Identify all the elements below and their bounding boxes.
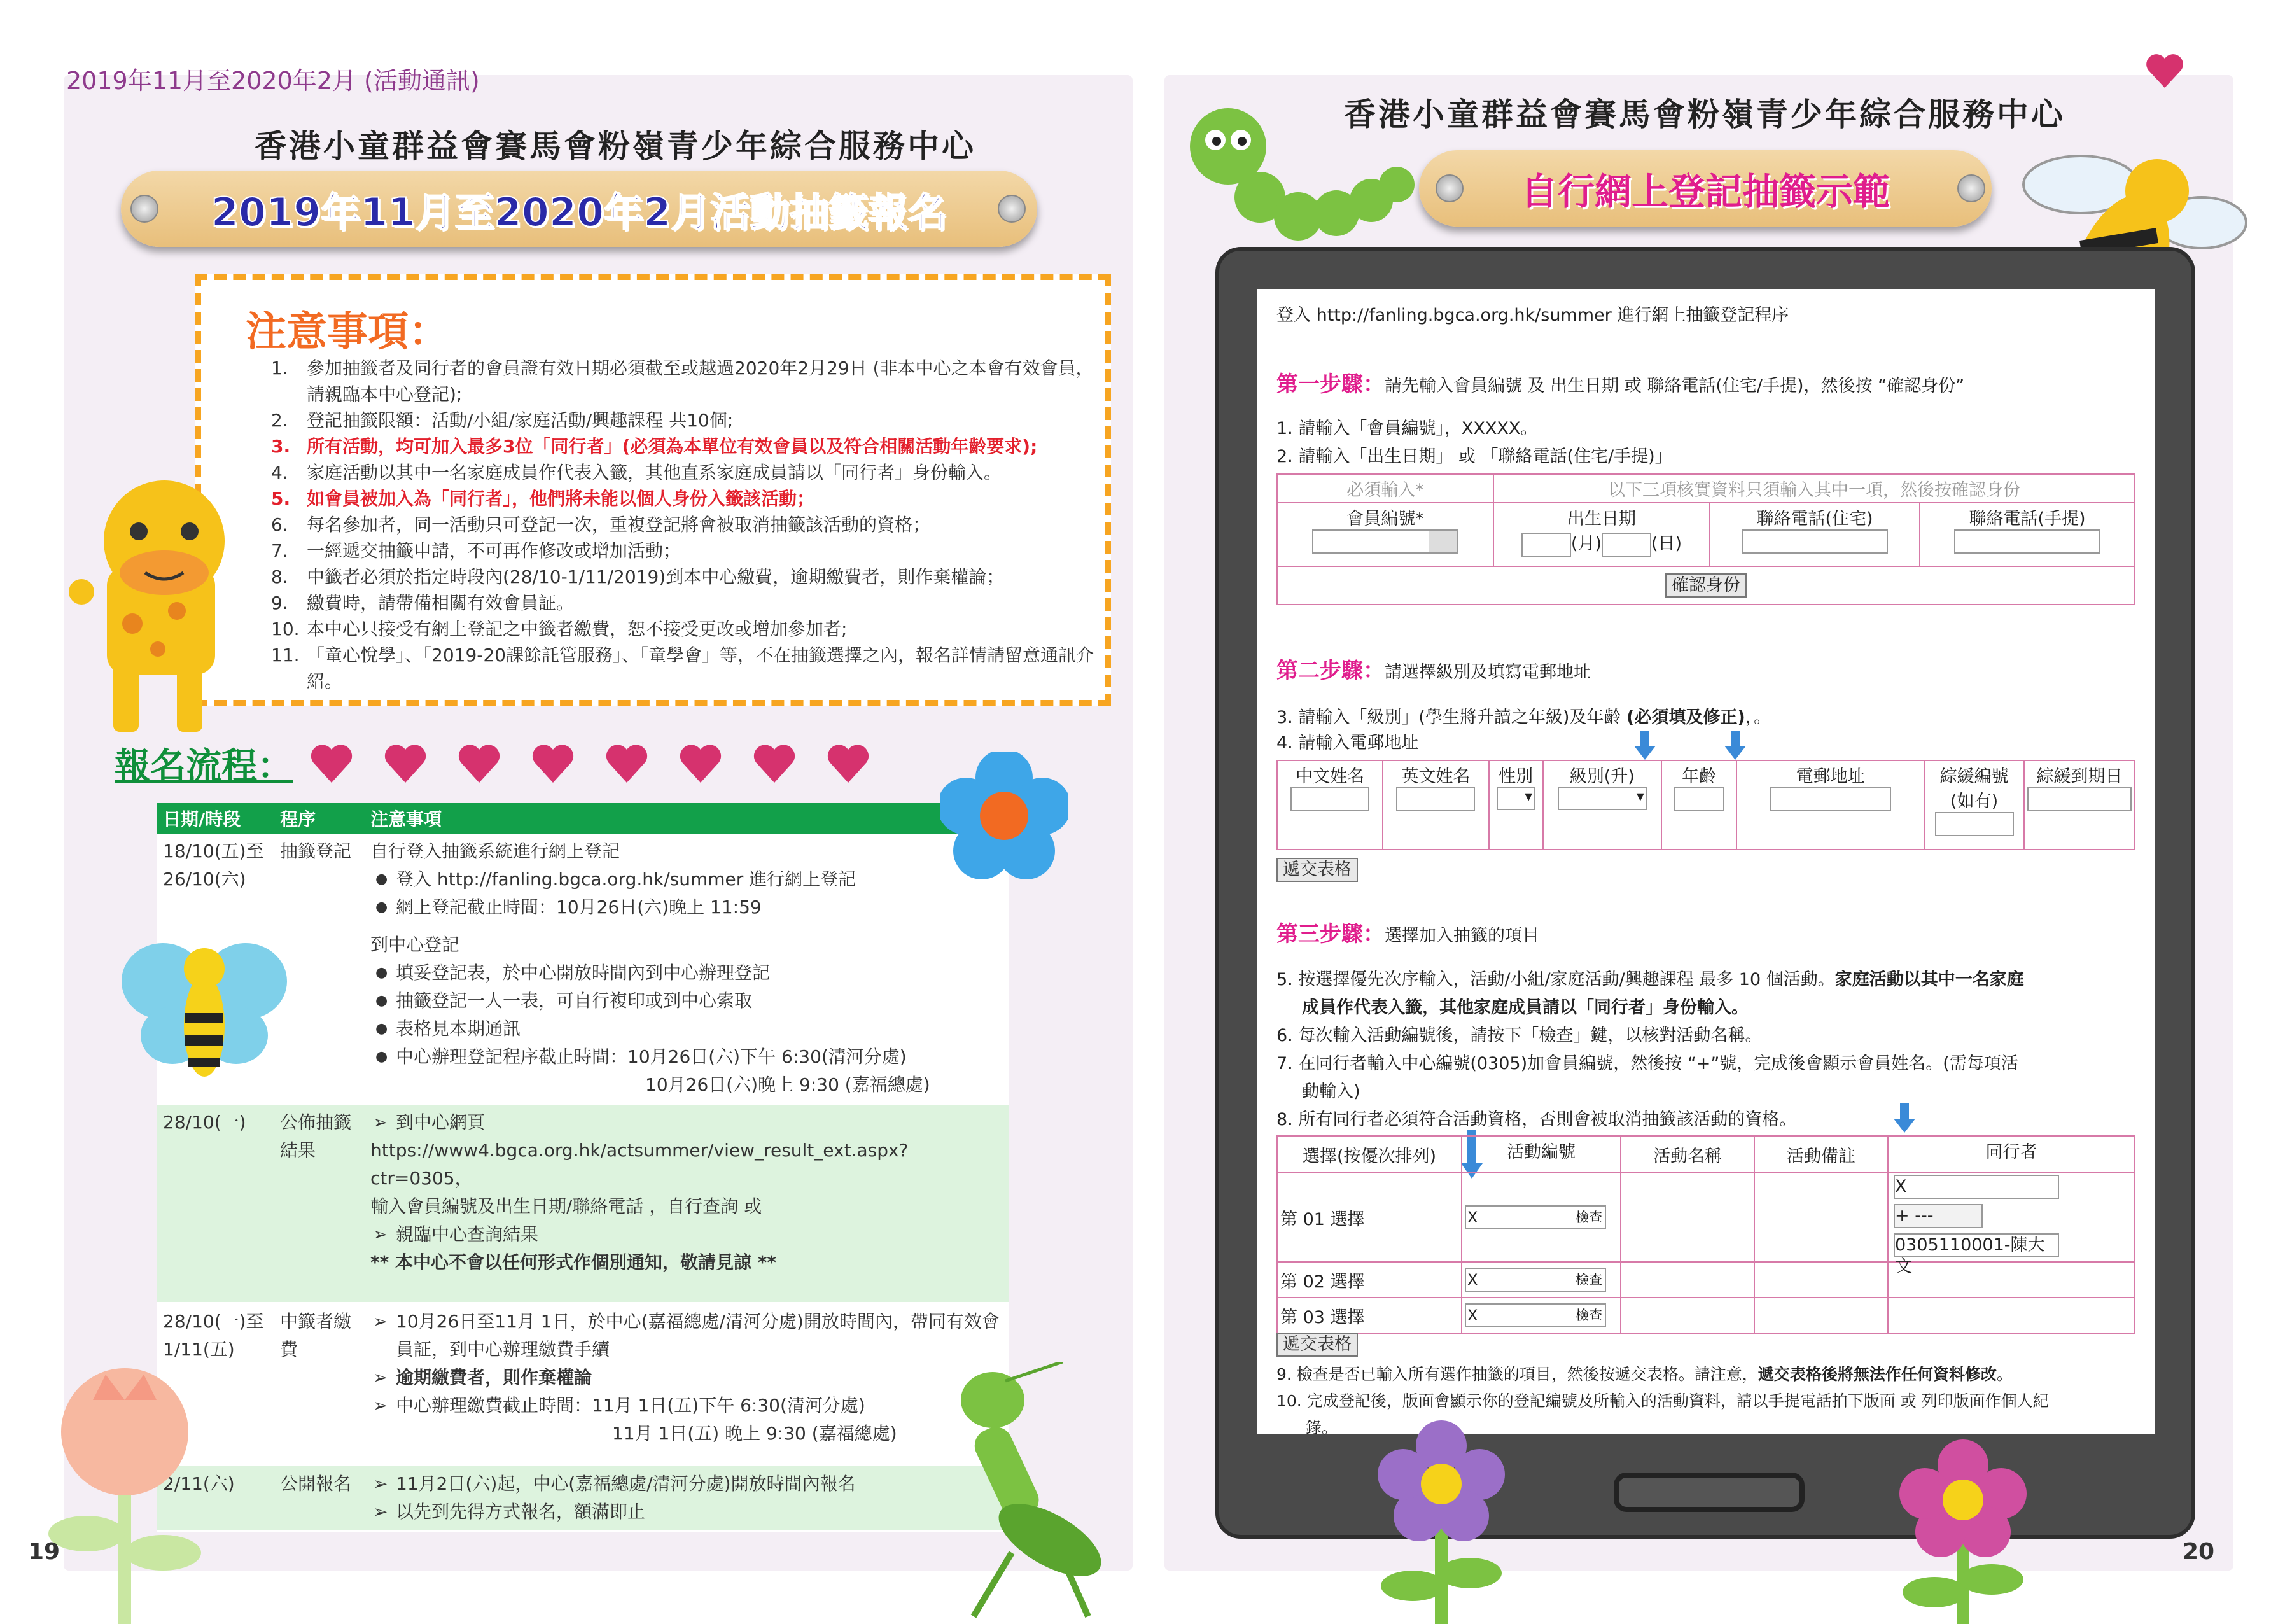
notice-item-text: 本中心只接受有網上登記之中籤者繳費，恕不接受更改或增加參加者;	[307, 619, 848, 640]
notice-item	[271, 486, 1098, 512]
note-line: ** 本中心不會以任何形式作個別通知，敬請見諒 **	[370, 1252, 777, 1273]
step2-text: 請選擇級別及填寫電郵地址	[1385, 662, 1591, 682]
code-cell	[1462, 1262, 1621, 1298]
step3-line	[1276, 921, 1539, 949]
input-value: X	[1895, 1177, 1907, 1196]
submit-form-button[interactable]: 遞交表格	[1276, 1333, 1358, 1357]
cell	[1621, 1262, 1754, 1298]
confirm-identity-button[interactable]: 確認身份	[1665, 573, 1747, 598]
note-line: ➢ 以先到先得方式報名，額滿即止	[370, 1498, 1003, 1526]
choice-label: 第 02 選擇	[1277, 1262, 1462, 1298]
text-part: 9. 檢查是否已輸入所有選作抽籤的項目，然後按遞交表格。請注意，	[1276, 1365, 1758, 1383]
table-row	[157, 1466, 1009, 1531]
activity-code-input[interactable]	[1465, 1205, 1606, 1229]
notice-item-text: 中籤者必須於指定時段內(28/10-1/11/2019)到本中心繳費，逾期繳費者，則作棄權論；	[307, 566, 1005, 587]
instruction-line: 錄。	[1306, 1418, 1338, 1437]
step1-label: 第一步驟：	[1276, 372, 1385, 397]
grade-label: 級別(升)	[1569, 767, 1635, 787]
cssa-number-label: 綜緩編號	[1939, 767, 2009, 787]
cell	[1543, 760, 1661, 850]
col-header-date: 日期/時段	[157, 803, 274, 834]
col-choice: 選擇(按優次排列)	[1277, 1136, 1462, 1173]
member-number-input[interactable]	[1312, 529, 1458, 554]
notice-item-text: 所有活動，均可加入最多3位「同行者」(必須為本單位有效會員以及符合相關活動年齡要求);	[307, 436, 1038, 457]
cell	[1621, 1173, 1754, 1262]
note-line: ➢ 11月2日(六)起，中心(嘉福總處/清河分處)開放時間內報名	[370, 1470, 1003, 1498]
notice-item	[271, 433, 1098, 459]
heart-icon	[606, 745, 647, 783]
notice-item-number: 1.	[271, 358, 288, 379]
companion-input[interactable]	[1894, 1175, 2059, 1199]
notice-item-number: 10.	[271, 619, 300, 640]
notice-item	[271, 512, 1098, 538]
optional-note: 以下三項核實資料只須輸入其中一項，然後按確認身份	[1493, 474, 2135, 503]
note-line: 輸入會員編號及出生日期/聯絡電話 ，自行查詢 或	[370, 1196, 762, 1217]
cell	[1489, 760, 1543, 850]
step3-text: 選擇加入抽籤的項目	[1385, 926, 1539, 946]
cssa-expiry-label: 綜緩到期日	[2036, 767, 2123, 787]
cell	[1754, 1262, 1888, 1298]
instruction-line: 10. 完成登記後，版面會顯示你的登記編號及所輸入的活動資料，請以手提電話拍下版面 或 列印版面作個人紀	[1276, 1392, 2049, 1410]
step1-text: 請先輸入會員編號 及 出生日期 或 聯絡電話(住宅/手提)，然後按 “確認身份”	[1385, 376, 1965, 396]
tel-mobile-label: 聯絡電話(手提)	[1969, 509, 2086, 529]
heart-icon	[385, 745, 426, 783]
age-label: 年齡	[1682, 767, 1717, 787]
note-line: ➢ 中心辦理繳費截止時間：11月 1日(五)下午 6:30(清河分處)	[370, 1392, 1003, 1420]
notice-item-text: 參加抽籤者及同行者的會員證有效日期必須截至或越過2020年2月29日 (非本中心之本會有效會員，請親臨本中心登記);	[307, 358, 1094, 405]
gender-label: 性別	[1499, 767, 1534, 787]
tel-home-input[interactable]	[1742, 529, 1888, 554]
notice-item	[271, 538, 1098, 564]
choice-label: 第 03 選擇	[1277, 1298, 1462, 1333]
notice-item-text: 如會員被加入為「同行者」，他們將未能以個人身份入籤該活動；	[307, 488, 815, 509]
screw-icon	[998, 195, 1026, 223]
member-label: 會員編號*	[1346, 509, 1424, 529]
instruction-line: 6. 每次輸入活動編號後，請按下「檢查」鍵，以核對活動名稱。	[1276, 1026, 1763, 1046]
row-notes	[364, 1104, 1009, 1303]
required-note: 必須輸入*	[1277, 474, 1493, 503]
butterfly-icon	[118, 924, 290, 1089]
table-row	[157, 1303, 1009, 1466]
instruction-line: 成員作代表入籤，其他家庭成員請以「同行者」身份輸入。	[1302, 998, 1749, 1018]
notice-item-number: 6.	[271, 514, 288, 535]
text-part: 家庭活動以其中一名家庭	[1834, 970, 2024, 990]
grade-select[interactable]	[1558, 787, 1647, 810]
notice-item-text: 每名參加者，同一活動只可登記一次，重複登記將會被取消抽籤該活動的資格；	[307, 514, 931, 535]
heart-icon	[459, 745, 500, 783]
row-notes	[364, 1303, 1009, 1466]
heart-icon	[2146, 53, 2184, 88]
row-procedure: 抽籤登記	[274, 834, 364, 1104]
page-number: 19	[28, 1539, 60, 1565]
organization-name: 香港小童群益會賽馬會粉嶺青少年綜合服務中心	[255, 128, 976, 165]
tel-mobile-cell	[1920, 503, 2135, 566]
instruction-line	[1276, 705, 1771, 731]
heart-icon	[754, 745, 795, 783]
mantis-icon	[935, 1362, 1114, 1624]
notice-item-text: 登記抽籤限額：活動/小組/家庭活動/興趣課程 共10個;	[307, 410, 734, 431]
screw-icon	[1957, 174, 1985, 202]
submit-form-button[interactable]: 遞交表格	[1276, 858, 1358, 882]
row-date: 2/11(六)	[157, 1466, 274, 1531]
instruction-line: 2. 請輸入「出生日期」 或 「聯絡電話(住宅/手提)」	[1276, 447, 1672, 466]
heart-icon	[680, 745, 721, 783]
personal-info-form	[1276, 760, 2135, 850]
caterpillar-icon	[1177, 102, 1419, 255]
notice-item	[271, 590, 1098, 616]
email-label: 電郵地址	[1796, 767, 1865, 787]
text-part: 5. 按選擇優先次序輸入，活動/小組/家庭活動/興趣課程 最多 10 個活動。	[1276, 970, 1835, 990]
title-banner	[1419, 150, 1992, 227]
notice-item	[271, 355, 1098, 407]
col-companion: 同行者	[1888, 1136, 2135, 1173]
note-line: ➢ 逾期繳費者，則作棄權論	[370, 1364, 1003, 1392]
notice-item-text: 繳費時，請帶備相關有效會員証。	[307, 592, 575, 613]
hearts-row	[311, 743, 902, 785]
heart-icon	[311, 745, 352, 783]
add-companion-button[interactable]	[1894, 1204, 1983, 1228]
note-line: 自行登入抽籤系統進行網上登記	[370, 841, 620, 862]
col-activity-name: 活動名稱	[1621, 1136, 1754, 1173]
table-row	[157, 1104, 1009, 1303]
month-label: (月)	[1570, 534, 1602, 554]
flower-icon	[1374, 1420, 1508, 1624]
row-notes	[364, 1466, 1009, 1531]
dob-cell	[1493, 503, 1710, 566]
text-part: 3. 請輸入「級別」(學生將升讀之年級)及年齡	[1276, 708, 1626, 727]
right-page	[1139, 0, 2278, 1624]
note-line: ● 中心辦理登記程序截止時間：10月26日(六)下午 6:30(清河分處)	[370, 1043, 1003, 1071]
screw-icon	[130, 195, 158, 223]
notice-box	[195, 274, 1111, 706]
screw-icon	[1436, 174, 1464, 202]
notice-item	[271, 616, 1098, 642]
cell	[1621, 1298, 1754, 1333]
newsletter-header: 2019年11月至2020年2月 (活動通訊)	[66, 67, 480, 95]
instruction-line: 1. 請輸入「會員編號」，XXXXX。	[1276, 419, 1538, 438]
notice-list	[271, 355, 1098, 694]
note-line: 11月 1日(五) 晚上 9:30 (嘉福總處)	[612, 1423, 897, 1444]
note-line: ➢ 親臨中心查詢結果	[370, 1221, 1003, 1249]
dob-label: 出生日期	[1567, 509, 1636, 529]
chinese-name-input[interactable]	[1290, 787, 1369, 811]
row-procedure: 中籤者繳費	[274, 1303, 364, 1466]
activity-code-input[interactable]	[1465, 1303, 1606, 1327]
row-notes	[364, 834, 1009, 927]
heart-icon	[533, 745, 573, 783]
title-banner	[121, 171, 1037, 247]
tel-mobile-input[interactable]	[1954, 529, 2100, 554]
flower-icon	[940, 752, 1068, 879]
note-line: ● 表格見本期通訊	[370, 1015, 1003, 1043]
cell	[1888, 1262, 2135, 1298]
cell	[1888, 1298, 2135, 1333]
cell	[1754, 1173, 1888, 1262]
choice-label: 第 01 選擇	[1277, 1173, 1462, 1262]
dob-month-input[interactable]	[1521, 533, 1571, 557]
row-date: 28/10(一)至1/11(五)	[157, 1303, 274, 1466]
instruction-line: 動輸入)	[1302, 1082, 1360, 1102]
banner-title: 自行網上登記抽籤示範	[1520, 170, 1890, 213]
cell	[1277, 760, 1383, 850]
identity-form	[1276, 473, 2135, 605]
cssa-expiry-input[interactable]	[2027, 787, 2132, 811]
age-input[interactable]	[1674, 787, 1724, 811]
notice-item-number: 7.	[271, 540, 288, 561]
english-name-label: 英文姓名	[1401, 767, 1471, 787]
instruction-line: 7. 在同行者輸入中心編號(0305)加會員編號，然後按 “+”號，完成後會顯示會員姓名。(需每項活	[1276, 1054, 2018, 1074]
code-cell	[1462, 1173, 1621, 1262]
code-cell	[1462, 1298, 1621, 1333]
col-header-notes: 注意事項	[364, 803, 1009, 834]
banner-title: 2019年11月至2020年2月活動抽籤報名	[211, 188, 947, 235]
row-procedure: 公佈抽籤結果	[274, 1104, 364, 1303]
col-activity-code: 活動編號	[1462, 1136, 1621, 1173]
cssa-optional-label: (如有)	[1950, 792, 1999, 811]
notice-item	[271, 459, 1098, 486]
step2-label: 第二步驟：	[1276, 658, 1385, 683]
text-part: 。	[1996, 1365, 2013, 1383]
input-value: X	[1467, 1306, 1478, 1324]
cssa-number-input[interactable]	[1935, 812, 2014, 836]
giraffe-icon	[69, 471, 241, 738]
flower-icon	[1896, 1439, 2030, 1624]
dob-day-input[interactable]	[1602, 533, 1651, 557]
notice-title: 注意事項：	[246, 309, 449, 356]
instruction-line	[1276, 967, 2024, 993]
notice-item-number: 3.	[271, 436, 291, 457]
instruction-line	[1276, 1362, 2013, 1387]
notice-item-number: 8.	[271, 566, 288, 587]
note-line: ➢ 10月26日至11月 1日，於中心(嘉福總處/清河分處)開放時間內，帶同有效會員証，到中心辦理繳費手續	[370, 1308, 1003, 1364]
check-button[interactable]: 檢查	[1576, 1272, 1602, 1287]
text-part: (必須填及修正)	[1626, 708, 1745, 727]
cell	[1661, 760, 1736, 850]
row-procedure: 公開報名	[274, 1466, 364, 1531]
notice-item	[271, 564, 1098, 590]
notice-item-text: 一經遞交抽籤申請，不可再作修改或增加活動；	[307, 540, 681, 561]
tablet-frame	[1215, 247, 2195, 1539]
flow-title: 報名流程：	[115, 746, 293, 787]
cell	[1736, 760, 1924, 850]
check-button[interactable]: 檢查	[1576, 1308, 1602, 1323]
step2-line	[1276, 658, 1591, 685]
step1-line	[1276, 372, 1964, 399]
text-part: ，。	[1745, 708, 1771, 727]
email-input[interactable]	[1770, 787, 1891, 811]
chinese-name-label: 中文姓名	[1296, 767, 1365, 787]
cell	[1924, 760, 2024, 850]
cell	[2024, 760, 2135, 850]
col-header-procedure: 程序	[274, 803, 364, 834]
step3-label: 第三步驟：	[1276, 921, 1385, 947]
notice-item-number: 9.	[271, 592, 288, 613]
input-value: X	[1467, 1271, 1478, 1289]
tablet-home-button	[1614, 1473, 1805, 1512]
notice-item-number: 11.	[271, 645, 300, 666]
input-value: X	[1467, 1208, 1478, 1226]
flower-icon	[42, 1362, 207, 1624]
col-activity-remark: 活動備註	[1754, 1136, 1888, 1173]
arrow-down-icon	[1634, 731, 1656, 760]
text-part: 遞交表格後將無法作任何資料修改	[1757, 1365, 1997, 1383]
note-line: ➢ 到中心網頁	[370, 1109, 1003, 1137]
note-line: 到中心登記	[370, 934, 460, 955]
member-cell	[1277, 503, 1493, 566]
activity-selection-form	[1276, 1135, 2135, 1334]
companion-cell	[1888, 1173, 2135, 1277]
companion-member	[1894, 1233, 2059, 1277]
row-date: 18/10(五)至26/10(六)	[157, 834, 274, 1104]
cell	[1383, 760, 1488, 850]
instruction-line: 4. 請輸入電郵地址	[1276, 733, 1419, 753]
table-row	[157, 834, 1009, 927]
note-line: ● 抽籤登記一人一表，可自行複印或到中心索取	[370, 987, 1003, 1015]
gender-select[interactable]	[1497, 787, 1535, 810]
day-label: (日)	[1651, 534, 1682, 554]
plus-label: + ---	[1895, 1206, 1934, 1226]
notice-item-text: 「童心悅學」、「2019-20課餘託管服務」、「童學會」等，不在抽籤選擇之內，報名詳情請留意通訊介紹。	[307, 645, 1094, 692]
tablet-screen	[1257, 289, 2155, 1437]
notice-item	[271, 407, 1098, 433]
page-number: 20	[2183, 1539, 2215, 1565]
login-text: 登入 http://fanling.bgca.org.hk/summer 進行網上抽籤登記程序	[1276, 305, 1789, 325]
english-name-input[interactable]	[1396, 787, 1475, 811]
arrow-down-icon	[1724, 731, 1746, 760]
row-notes	[364, 927, 1009, 1104]
notice-item-text: 家庭活動以其中一名家庭成員作代表入籤，其他直系家庭成員請以「同行者」身份輸入。	[307, 462, 1002, 483]
notice-item	[271, 642, 1098, 694]
companion-name: 0305110001-陳大文	[1895, 1235, 2045, 1277]
tel-home-label: 聯絡電話(住宅)	[1756, 509, 1873, 529]
note-line: ● 網上登記截止時間：10月26日(六)晚上 11:59	[370, 893, 1003, 921]
notice-item-number: 4.	[271, 462, 288, 483]
arrow-down-icon	[1894, 1103, 1915, 1133]
check-button[interactable]: 檢查	[1576, 1210, 1602, 1225]
activity-code-input[interactable]	[1465, 1268, 1606, 1292]
notice-item-number: 5.	[271, 488, 291, 509]
organization-name: 香港小童群益會賽馬會粉嶺青少年綜合服務中心	[1344, 96, 2065, 133]
heart-icon	[828, 745, 869, 783]
instruction-line: 8. 所有同行者必須符合活動資格，否則會被取消抽籤該活動的資格。	[1276, 1110, 1797, 1130]
note-line: ● 填妥登記表，於中心開放時間內到中心辦理登記	[370, 959, 1003, 987]
notice-item-number: 2.	[271, 410, 288, 431]
result-url[interactable]: https://www4.bgca.org.hk/actsummer/view_result_ext.aspx?ctr=0305，	[370, 1140, 909, 1189]
cell	[1754, 1298, 1888, 1333]
row-date: 28/10(一)	[157, 1104, 274, 1303]
flow-table	[157, 803, 1009, 1532]
note-line: 10月26日(六)晚上 9:30 (嘉福總處)	[645, 1074, 930, 1095]
tel-home-cell	[1710, 503, 1920, 566]
note-line: ● 登入 http://fanling.bgca.org.hk/summer 進行網上登記	[370, 865, 1003, 893]
